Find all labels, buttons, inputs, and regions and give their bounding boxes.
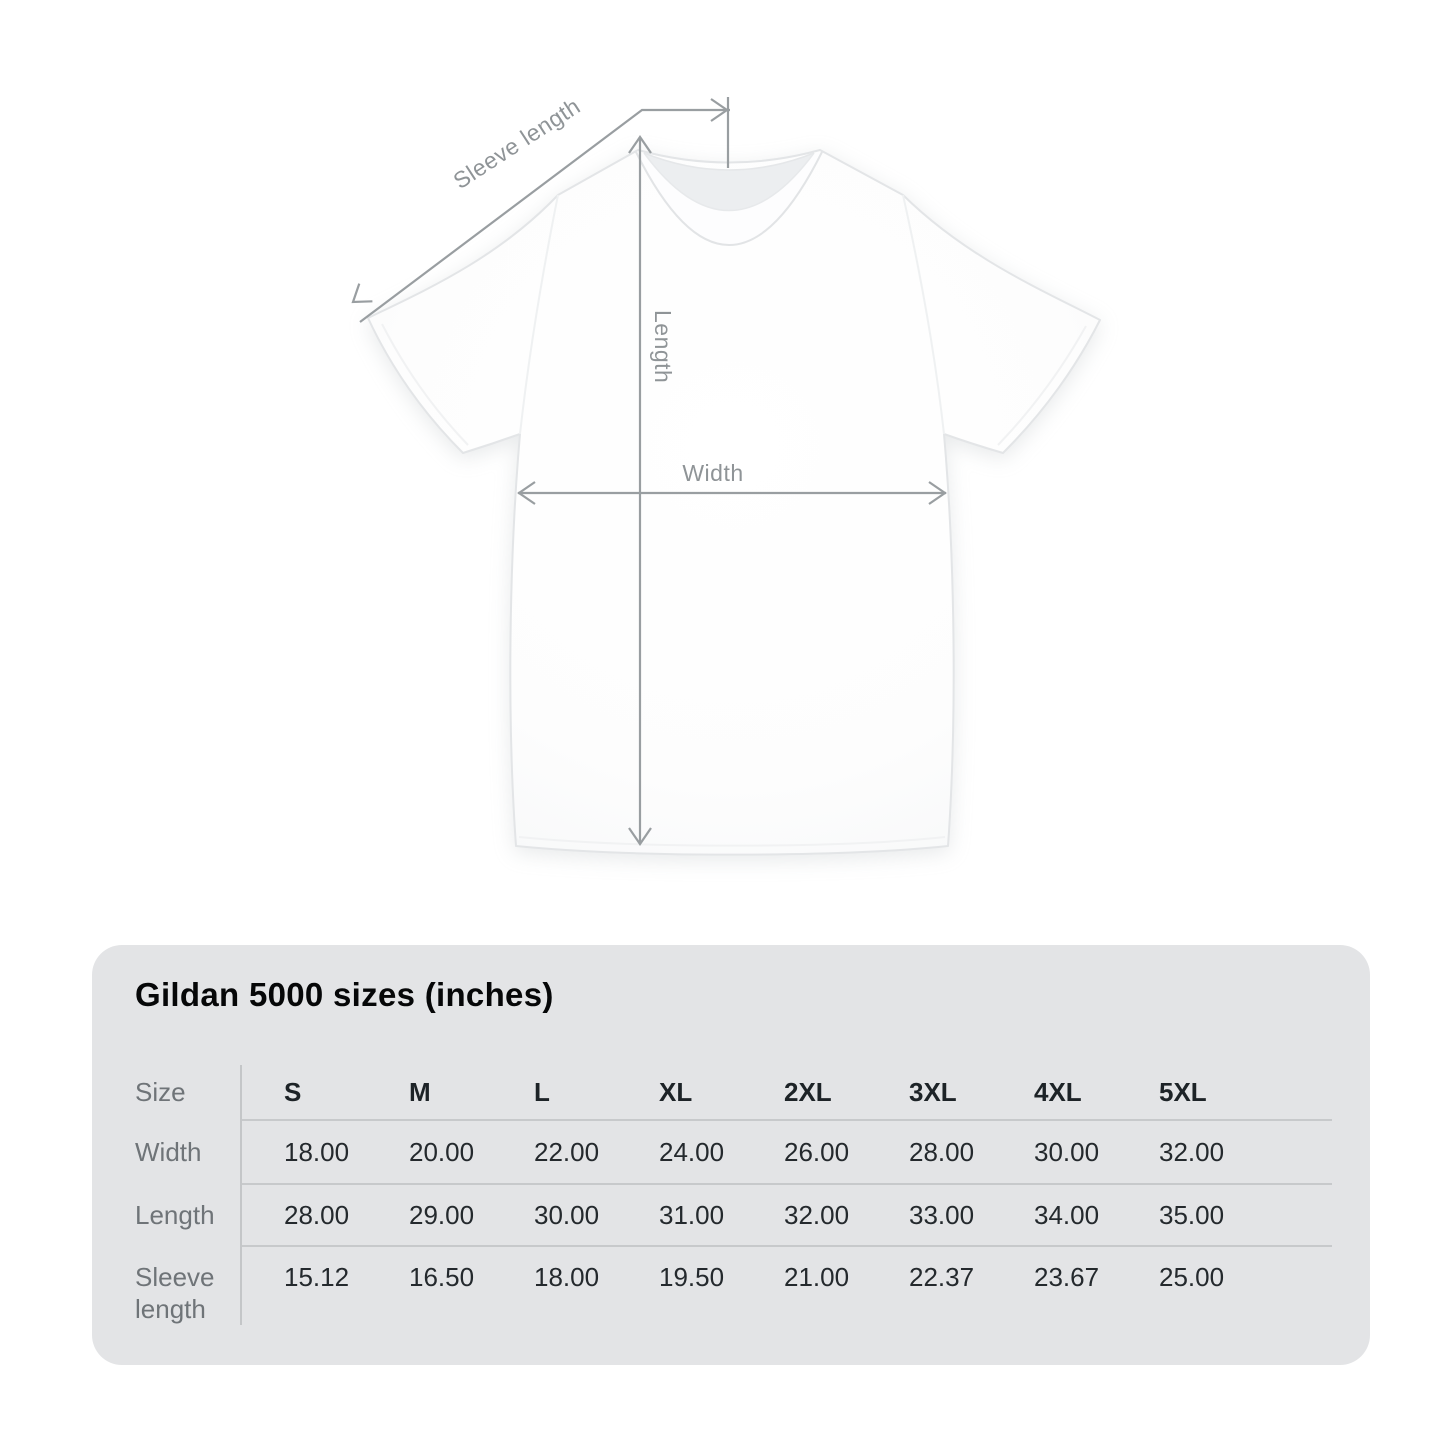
table-cell: 34.00 <box>1034 1199 1100 1230</box>
table-cell: 33.00 <box>909 1199 975 1230</box>
size-header-row <box>242 1065 1332 1121</box>
row-header-size: Size <box>135 1077 186 1108</box>
column-header: 2XL <box>784 1076 832 1107</box>
length-label: Length <box>650 310 676 384</box>
column-header: L <box>534 1076 550 1107</box>
tshirt-graphic <box>368 150 1100 855</box>
table-cell: 25.00 <box>1159 1262 1225 1292</box>
column-header: 4XL <box>1034 1076 1082 1107</box>
table-cell: 30.00 <box>1034 1136 1100 1167</box>
length-row <box>242 1185 1332 1247</box>
column-header: M <box>409 1076 431 1107</box>
column-header: XL <box>659 1076 693 1107</box>
table-cell: 29.00 <box>409 1199 475 1230</box>
column-header: 5XL <box>1159 1076 1207 1107</box>
table-cell: 35.00 <box>1159 1199 1225 1230</box>
table-cell: 26.00 <box>784 1136 850 1167</box>
tshirt-body <box>368 150 1100 855</box>
sleeve-length-label: Sleeve length <box>448 92 585 194</box>
width-label: Width <box>682 460 744 486</box>
row-header-sleeve-length: Sleeve length <box>135 1262 215 1324</box>
width-row <box>242 1121 1332 1185</box>
table-cell: 16.50 <box>409 1262 475 1292</box>
size-table-label-column <box>135 1065 240 1325</box>
size-table <box>135 1065 1332 1325</box>
table-cell: 18.00 <box>534 1262 600 1292</box>
table-cell: 28.00 <box>909 1136 975 1167</box>
size-chart-title: Gildan 5000 sizes (inches) <box>135 976 554 1013</box>
table-cell: 28.00 <box>284 1199 350 1230</box>
size-chart-panel <box>92 945 1370 1365</box>
sleeve-length-row <box>242 1247 1332 1325</box>
table-cell: 22.00 <box>534 1136 600 1167</box>
table-cell: 24.00 <box>659 1136 725 1167</box>
table-cell: 20.00 <box>409 1136 475 1167</box>
size-table-data <box>240 1065 1332 1325</box>
table-cell: 32.00 <box>1159 1136 1225 1167</box>
column-header: S <box>284 1076 302 1107</box>
table-cell: 15.12 <box>284 1262 350 1292</box>
table-cell: 23.67 <box>1034 1262 1100 1292</box>
table-cell: 31.00 <box>659 1199 725 1230</box>
table-cell: 19.50 <box>659 1262 725 1292</box>
sleeve-arrowhead-end <box>346 284 372 311</box>
column-header: 3XL <box>909 1076 957 1107</box>
row-header-length: Length <box>135 1200 215 1231</box>
table-cell: 32.00 <box>784 1199 850 1230</box>
table-cell: 22.37 <box>909 1262 975 1292</box>
table-cell: 21.00 <box>784 1262 850 1292</box>
table-cell: 18.00 <box>284 1136 350 1167</box>
row-header-width: Width <box>135 1137 202 1168</box>
table-cell: 30.00 <box>534 1199 600 1230</box>
